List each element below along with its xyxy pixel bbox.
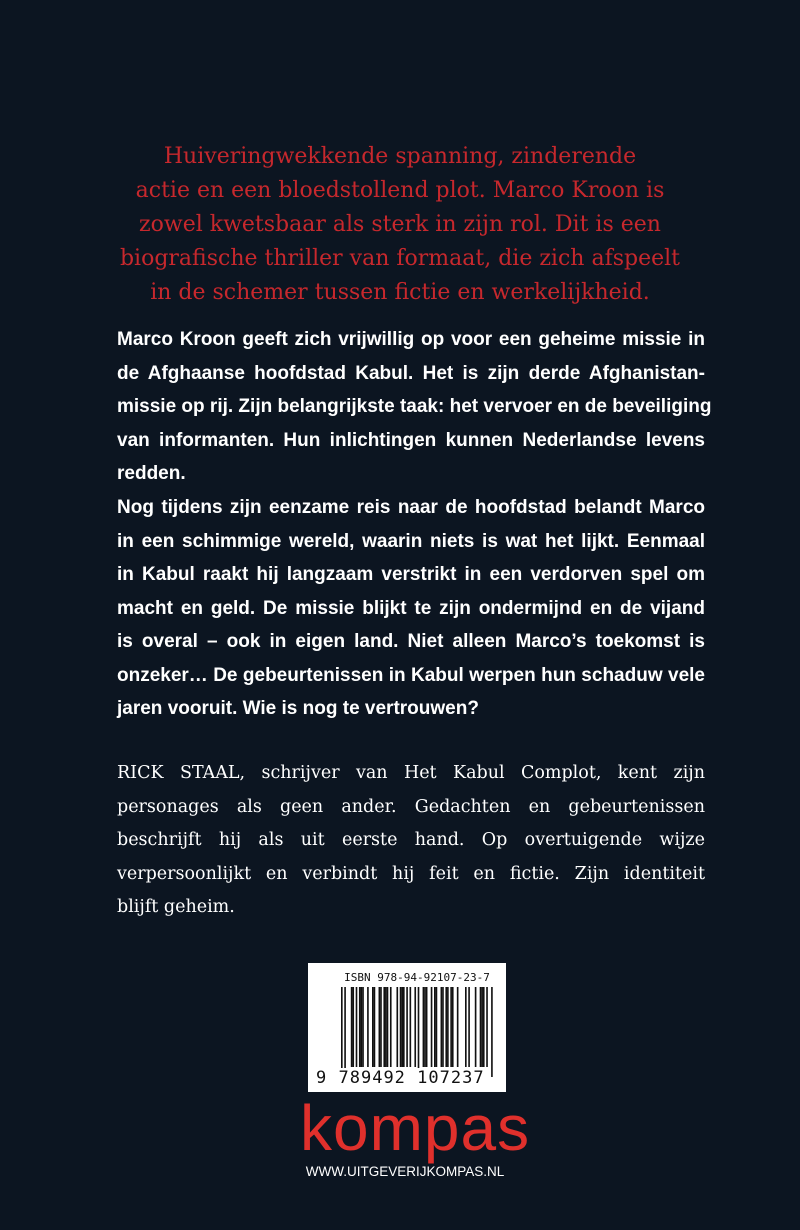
publisher-url: WWW.UITGEVERIJKOMPAS.NL [305,1164,505,1179]
text-line: is overal – ook in eigen land. Niet alleen Marco’s toekomst is [117,631,705,652]
synopsis-paragraph-2 [117,491,705,726]
text-line: redden. [117,463,186,484]
text-line: RICK STAAL, schrijver van Het Kabul Complot, kent zijn [117,763,705,783]
text-line: van informanten. Hun inlichtingen kunnen Nederlandse levens [117,429,705,451]
quote-line: zowel kwetsbaar als sterk in zijn rol. Dit is een [139,212,661,237]
text-line: de Afghaanse hoofdstad Kabul. Het is zijn derde Afghanistan- [117,362,705,384]
isbn-barcode [308,963,506,1092]
quote-line: Huiveringwekkende spanning, zinderende [163,144,637,169]
text-line: onzeker… De gebeurtenissen in Kabul werpen hun schaduw vele [117,664,705,686]
barcode-digits: 9 789492 107237 [316,1068,485,1088]
text-line: missie op rij. Zijn belangrijkste taak: het vervoer en de beveiliging [117,396,712,417]
text-line: Nog tijdens zijn eenzame reis naar de hoofdstad belandt Marco [117,497,705,518]
author-paragraph [117,757,705,925]
text-line: verpersoonlijkt en verbindt hij feit en fictie. Zijn identiteit [117,863,705,884]
quote-line: biografische thriller van formaat, die zich afspeelt [119,246,681,271]
text-line: macht en geld. De missie blijkt te zijn ondermijnd en de vijand [117,597,705,619]
text-line: beschrijft hij als uit eerste hand. Op overtuigende wijze [117,830,705,850]
publisher-logo: kompas [300,1092,531,1164]
text-line: personages als geen ander. Gedachten en gebeurtenissen [117,796,705,817]
text-line: blijft geheim. [117,897,235,917]
text-line: in Kabul raakt hij langzaam verstrikt in een verdorven spel om [117,564,705,585]
synopsis-paragraph-1 [117,323,712,491]
quote-line: actie en een bloedstollend plot. Marco Kroon is [135,178,665,203]
isbn-label: ISBN 978-94-92107-23-7 [344,971,490,984]
text-line: Marco Kroon geeft zich vrijwillig op voor een geheime missie in [117,329,705,350]
text-line: jaren vooruit. Wie is nog te vertrouwen? [117,698,479,719]
quote-line: in de schemer tussen fictie en werkelijkheid. [150,280,650,305]
barcode-bars-icon [341,987,496,1077]
text-line: in een schimmige wereld, waarin niets is wat het lijkt. Eenmaal [117,530,705,552]
blurb-quote [100,140,700,310]
